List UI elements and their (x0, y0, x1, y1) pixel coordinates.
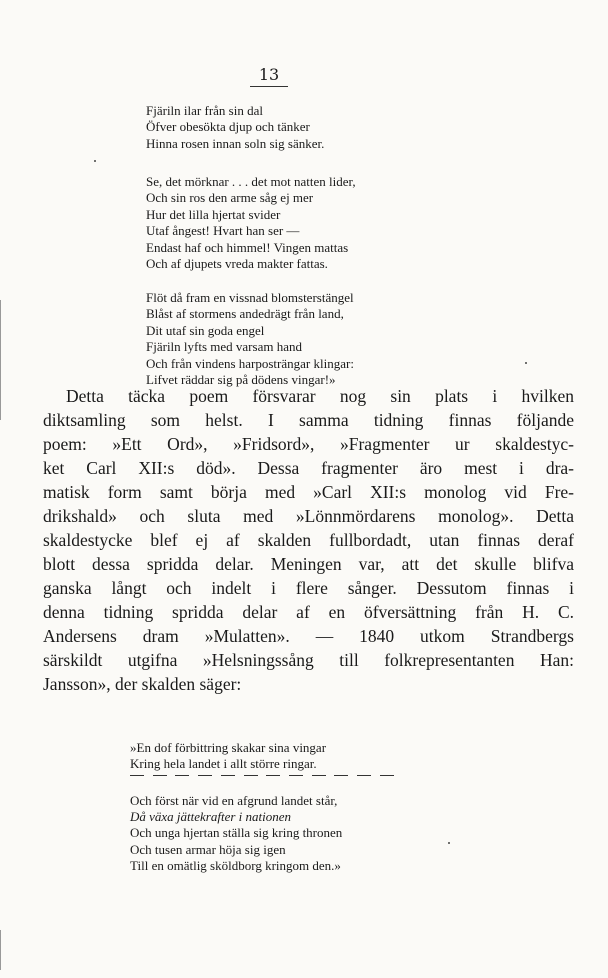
ink-speck (525, 362, 527, 364)
dash (221, 775, 235, 776)
dash (266, 775, 280, 776)
poem-line: Lifvet räddar sig på dödens vingar!» (146, 371, 336, 387)
quote-part-2 (130, 793, 342, 874)
scan-edge (0, 930, 1, 970)
quote-dash-separator (130, 775, 394, 776)
prose-line: Jansson», der skalden säger: (43, 674, 242, 694)
prose-line: ket Carl XII:s död». Dessa fragmenter äro mest i dra- (43, 458, 574, 478)
poem-line: Fjäriln ilar från sin dal (146, 103, 263, 118)
page-number: 13 (258, 65, 280, 84)
dash (380, 775, 394, 776)
poem-line: Utaf ångest! Hvart han ser — (146, 223, 300, 239)
quote-line: Och tusen armar höja sig igen (130, 841, 286, 857)
prose-line: ganska långt och indelt i flere sånger. Dessutom finnas i (43, 578, 574, 598)
poem-line: Dit utaf sin goda engel (146, 322, 265, 338)
poem-stanza-3 (146, 290, 354, 388)
prose-line: drikshald» och sluta med »Lönnmördarens monolog». Detta (43, 506, 574, 526)
prose-line: blott dessa spridda delar. Meningen var, att det skulle blifva (43, 554, 574, 574)
poem-stanza-1 (146, 103, 324, 152)
poem-line: Hinna rosen innan soln sig sänker. (146, 135, 325, 151)
prose-line: Andersens dram »Mulatten». — 1840 utkom Strandbergs (43, 626, 574, 646)
dash (153, 775, 167, 776)
poem-line: Fjäriln lyfts med varsam hand (146, 339, 302, 355)
page-number-rule (250, 86, 288, 87)
poem-line: Flöt då fram en vissnad blomsterstängel (146, 290, 354, 305)
poem-stanza-2 (146, 174, 356, 272)
prose-line: särskildt utgifna »Helsningssång till folkrepresentanten Han: (43, 650, 574, 670)
dash (175, 775, 189, 776)
dash (312, 775, 326, 776)
quote-line: Och först när vid en afgrund landet står, (130, 793, 338, 808)
poem-line: Och från vindens harposträngar klingar: (146, 355, 354, 371)
quote-line: Och unga hjertan ställa sig kring thronen (130, 825, 343, 841)
poem-line: Blåst af stormens andedrägt från land, (146, 306, 344, 322)
quote-line: »En dof förbittring skakar sina vingar (130, 740, 327, 755)
dash (357, 775, 371, 776)
ink-speck (94, 160, 96, 162)
quote-line: Till en omätlig sköldborg kringom den.» (130, 857, 341, 873)
poem-line: Endast haf och himmel! Vingen mattas (146, 239, 349, 255)
poem-line: Hur det lilla hjertat svider (146, 206, 281, 222)
poem-line: Och sin ros den arme såg ej mer (146, 190, 314, 206)
prose-line: poem: »Ett Ord», »Fridsord», »Fragmenter ur skaldestyc- (43, 434, 574, 454)
quote-line: Kring hela landet i allt större ringar. (130, 756, 317, 772)
poem-line: Öfver obesökta djup och tänker (146, 119, 310, 135)
dash (289, 775, 303, 776)
poem-line: Och af djupets vreda makter fattas. (146, 255, 328, 271)
prose-line: denna tidning spridda delar af en öfversättning från H. C. (43, 602, 574, 622)
prose-line: skaldestycke blef ej af skalden fullbordadt, utan finnas deraf (43, 530, 574, 550)
prose-line: matisk form samt börja med »Carl XII:s monolog vid Fre- (43, 482, 574, 502)
poem-line: Se, det mörknar . . . det mot natten lider, (146, 174, 356, 189)
prose-line: Detta täcka poem försvarar nog sin plats i hvilken (66, 386, 574, 406)
quote-part-1 (130, 740, 326, 772)
dash (244, 775, 258, 776)
quote-line: Då växa jättekrafter i nationen (130, 809, 292, 825)
dash (130, 775, 144, 776)
prose-line: diktsamling som helst. I samma tidning finnas följande (43, 410, 574, 430)
dash (198, 775, 212, 776)
dash (334, 775, 348, 776)
scan-edge (0, 300, 1, 420)
prose-paragraph (43, 384, 574, 696)
ink-speck (448, 842, 450, 844)
